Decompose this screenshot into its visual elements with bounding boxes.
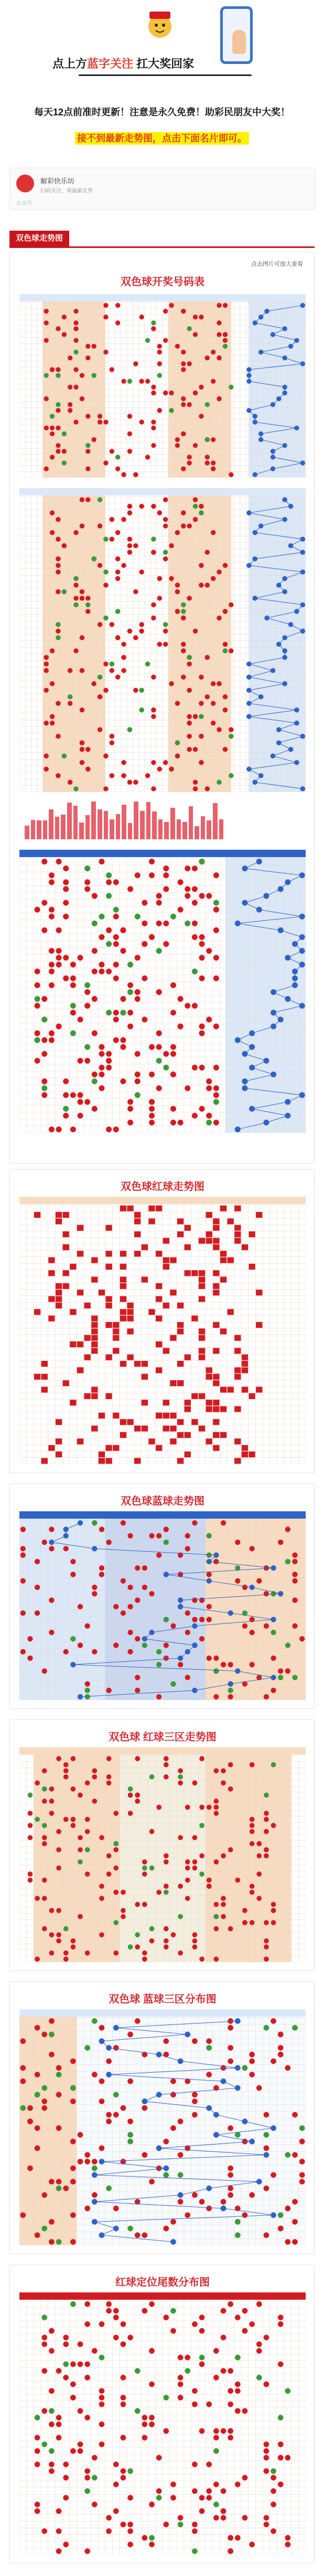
chart-grid-1 bbox=[19, 294, 306, 478]
chart-title-5: 双色球 蓝球三区分布图 bbox=[109, 1994, 217, 2005]
section-header bbox=[9, 231, 315, 248]
chart-grid-3 bbox=[19, 1511, 306, 1700]
chart-title-6: 红球定位尾数分布图 bbox=[115, 2277, 210, 2288]
chart-note: 点击图片可放大查看 bbox=[251, 261, 303, 267]
chart-frame-5 bbox=[9, 1982, 315, 2254]
phone-hand-icon bbox=[220, 6, 253, 64]
notice-main: 每天12点前准时更新！注意是永久免费！助彩民朋友中大奖！ bbox=[34, 107, 290, 117]
chart-title-3: 双色球蓝球走势图 bbox=[121, 1496, 204, 1507]
chart-frame-6 bbox=[9, 2265, 315, 2563]
account-name: 解彩快乐坊 bbox=[40, 177, 75, 185]
account-footer: 公众号 bbox=[16, 201, 32, 207]
chart-frame-3 bbox=[9, 1484, 315, 1709]
top-banner bbox=[0, 0, 324, 92]
banner-text: 点上方蓝字关注 扛大奖回家 bbox=[52, 57, 195, 70]
mascot-icon bbox=[142, 5, 178, 42]
chart-grid-1d bbox=[19, 850, 306, 1133]
chart-grid-2 bbox=[19, 1197, 306, 1464]
chart-frame-2 bbox=[9, 1169, 315, 1473]
chart-title-1: 双色球开奖号码表 bbox=[121, 276, 204, 288]
chart-title-4: 双色球 红球三区走势图 bbox=[109, 1731, 217, 1743]
account-desc: 扫码关注，看最新走势 bbox=[40, 188, 93, 194]
chart-grid-6 bbox=[19, 2292, 306, 2555]
chart-grid-4 bbox=[19, 1747, 306, 1962]
account-card[interactable] bbox=[9, 168, 316, 210]
chart-grid-1b bbox=[19, 488, 306, 792]
banner-underline bbox=[79, 74, 252, 76]
section-tag: 双色球走势图 bbox=[9, 231, 69, 246]
chart-title-2: 双色球红球走势图 bbox=[121, 1181, 204, 1193]
chart-grid-5 bbox=[19, 2009, 306, 2245]
notice-tip: 接不到最新走势图，点击下面名片即可。 bbox=[0, 131, 324, 145]
chart-frame-4 bbox=[9, 1719, 315, 1971]
chart-histogram bbox=[19, 797, 306, 839]
chart-frame-1 bbox=[9, 252, 315, 1164]
avatar-icon bbox=[16, 175, 34, 192]
